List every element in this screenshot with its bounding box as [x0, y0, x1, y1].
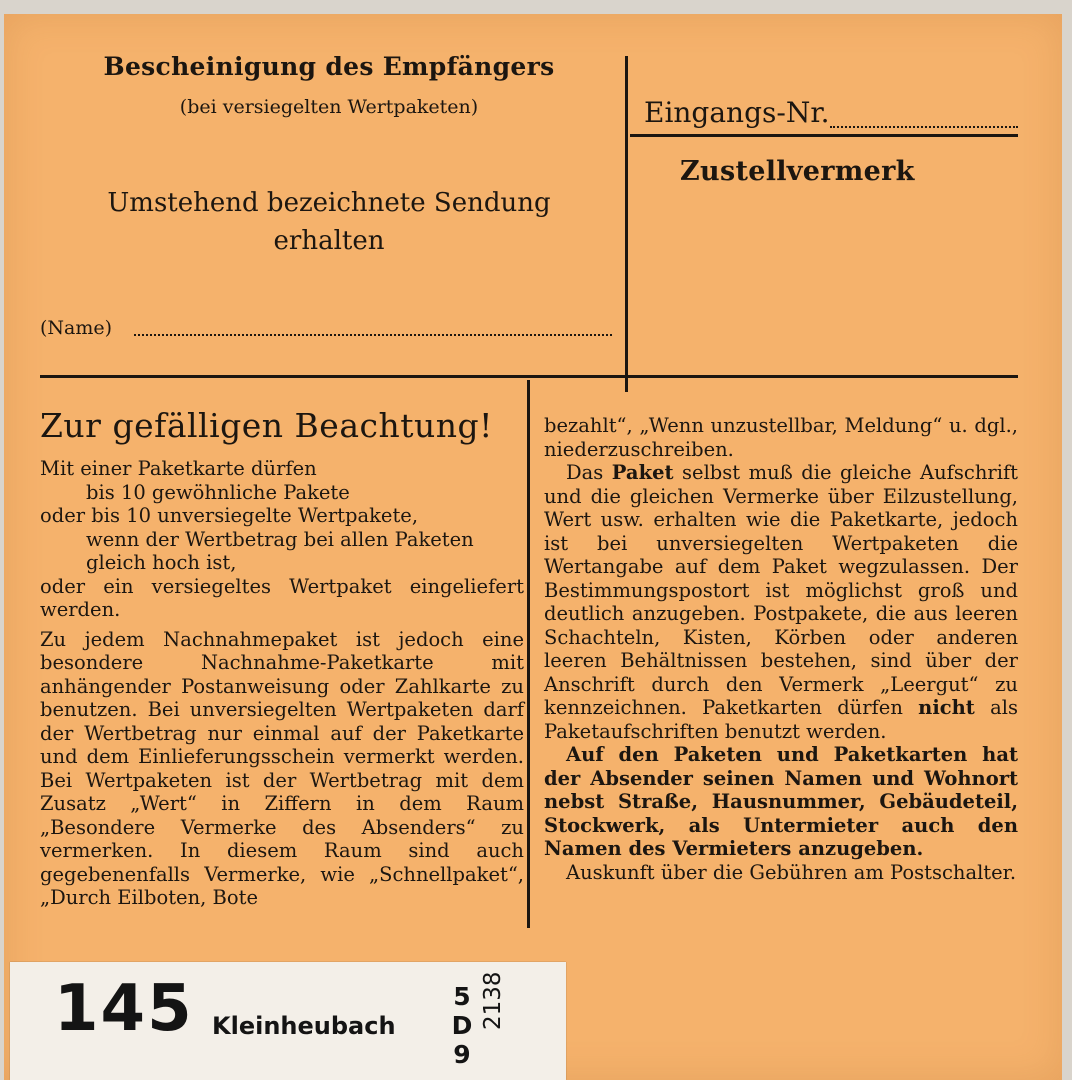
certificate-title: Bescheinigung des Empfängers — [103, 52, 555, 81]
section-divider-horizontal — [40, 375, 1018, 378]
notice-right-column — [544, 414, 1018, 884]
notice-right-p1: bezahlt“, „Wenn unzustellbar, Meldung“ u. dgl., niederzuschreiben. — [544, 414, 1018, 461]
post-office-town: Kleinheubach — [212, 1012, 396, 1040]
notice-left-line: wenn der Wertbetrag bei allen Paketen gleich hoch ist, — [86, 527, 474, 574]
parcel-number: 145 — [54, 972, 194, 1046]
name-field[interactable] — [134, 334, 612, 336]
notice-right-p2: Das Paket selbst muß die gleiche Aufschrift und die gleichen Vermerke über Eilzustellung, Wert usw. erhalten wie die Paketkarte, jedoch ist bei unversiegelten Wertpaketen die Wertangabe auf dem Paket wegzulassen. Der Bestimmungspostort ist möglichst groß und deutlich anzugeben. Postpakete, die aus leeren Schachteln, Kisten, Körben oder anderen leeren Behältnissen bestehen, sind über der Anschrift durch den Vermerk „Leergut“ zu kennzeichnen. Paketkarten dürfen nicht als Paketaufschriften benutzt werden. — [544, 461, 1018, 743]
postal-code-char: D — [451, 1011, 473, 1040]
eingang-underline — [630, 134, 1018, 137]
notice-right-p4: Auskunft über die Gebühren am Postschalter. — [566, 860, 1017, 884]
certificate-body — [44, 184, 614, 260]
top-divider-vertical — [625, 56, 628, 392]
parcel-label-sticker — [10, 962, 566, 1080]
postal-code-rotated: 2138 — [480, 971, 506, 1030]
certificate-body-line1: Umstehend bezeichnete Sendung — [107, 188, 551, 218]
eingangs-nr-field[interactable] — [830, 126, 1018, 128]
parcel-card — [4, 14, 1062, 1080]
postal-code-stack — [450, 982, 474, 1069]
name-label: (Name) — [40, 317, 113, 339]
certificate-body-line2: erhalten — [273, 226, 385, 256]
notice-left-paragraph: Zu jedem Nachnahmepaket ist jedoch eine besondere Nachnahme-Paketkarte mit anhängender Postanweisung oder Zahlkarte zu benutzen. Bei unversiegelten Wertpaketen darf der Wertbetrag nur einmal auf der Paketkarte und dem Einlieferungsschein vermerkt werden. Bei Wertpaketen ist der Wertbetrag mit dem Zusatz „Wert“ in Ziffern in dem Raum „Besondere Vermerke des Absenders“ zu vermerken. In diesem Raum sind auch gegebenenfalls Vermerke, wie „Schnellpaket“, „Durch Eilboten, Bote — [40, 627, 524, 909]
notice-left-column — [40, 457, 524, 910]
postal-code-char: 5 — [453, 982, 471, 1011]
notice-right-p3: Auf den Paketen und Paketkarten hat der Absender seinen Namen und Wohnort nebst Straße, Hausnummer, Gebäudeteil, Stockwerk, als Untermieter auch den Namen des Vermieters anzugeben. — [544, 743, 1018, 860]
column-divider-vertical — [527, 380, 530, 928]
notice-left-line: oder bis 10 unversiegelte Wertpakete, — [40, 504, 419, 527]
notice-left-line: Mit einer Paketkarte dürfen — [40, 457, 317, 480]
postal-code-char: 9 — [453, 1040, 471, 1069]
notice-left-line: oder ein versiegeltes Wertpaket eingeliefert werden. — [40, 574, 524, 621]
notice-heading: Zur gefälligen Beachtung! — [40, 406, 493, 445]
zustellvermerk-label: Zustellvermerk — [680, 156, 915, 187]
notice-left-line: bis 10 gewöhnliche Pakete — [86, 480, 350, 504]
certificate-subtitle: (bei versiegelten Wertpaketen) — [179, 96, 479, 118]
eingangs-nr-label: Eingangs-Nr. — [644, 96, 830, 129]
